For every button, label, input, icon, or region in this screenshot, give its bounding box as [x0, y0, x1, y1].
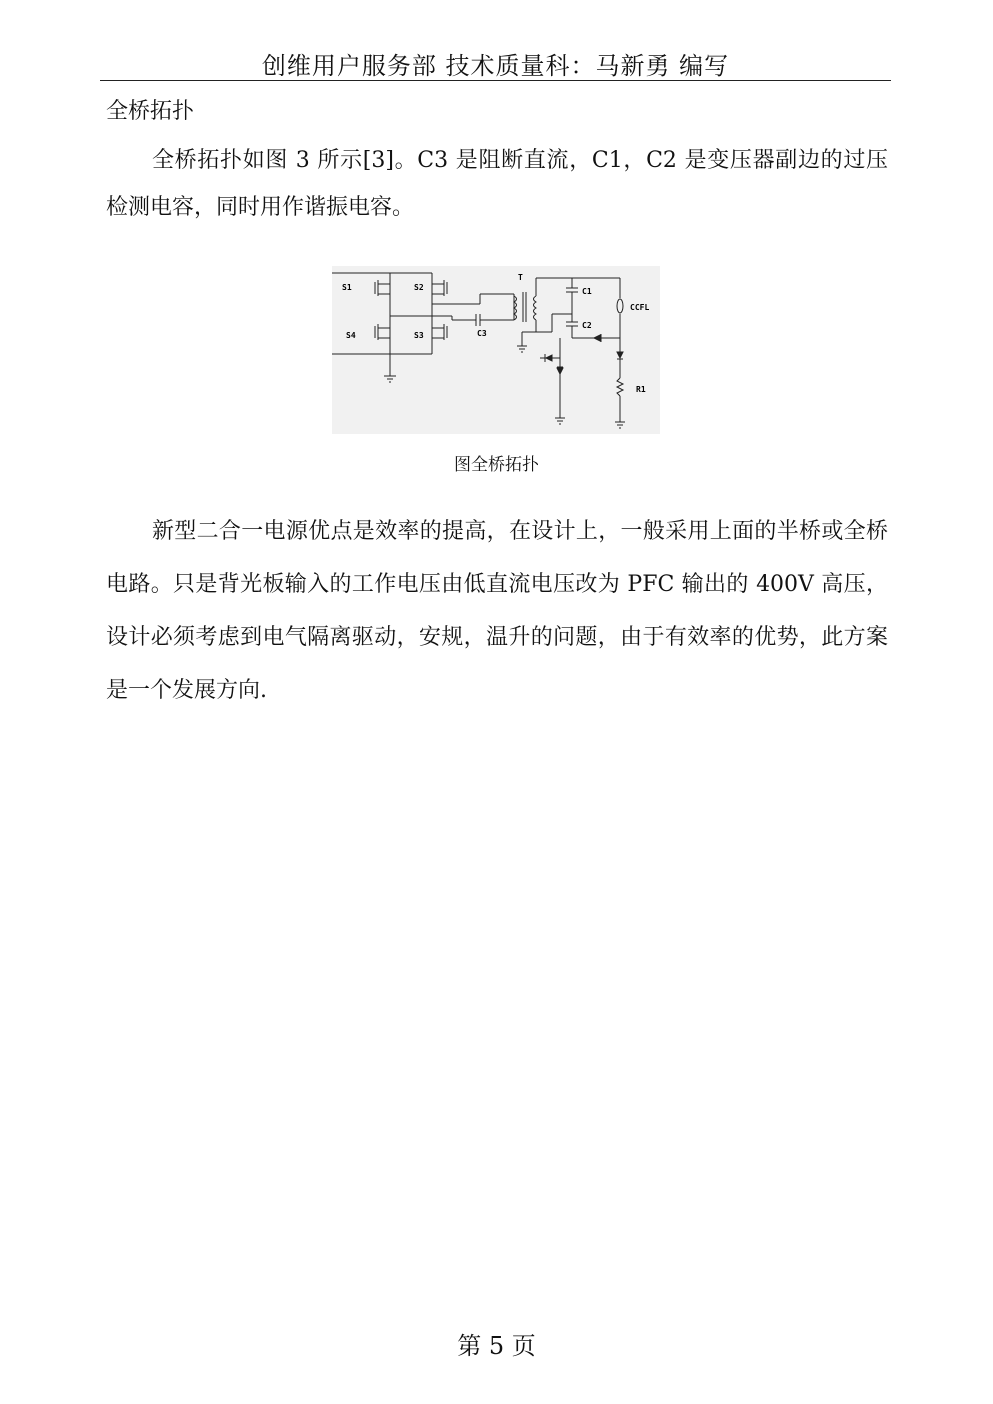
paragraph-intro: 全桥拓扑如图 3 所示[3]。C3 是阻断直流，C1，C2 是变压器副边的过压检测电容，同时用作谐振电容。 — [106, 148, 888, 220]
label-c2: C2 — [582, 321, 592, 330]
label-t: T — [518, 273, 523, 282]
label-ccfl: CCFL — [630, 303, 650, 312]
label-s1: S1 — [342, 283, 352, 292]
label-c1: C1 — [582, 287, 592, 296]
paragraph-body: 新型二合一电源优点是效率的提高，在设计上，一般采用上面的半桥或全桥电路。只是背光板输入的工作电压由低直流电压改为 PFC 输出的 400V 高压，设计必须考虑到电气隔离驱动，安规，温升的问题，由于有效率的优势，此方案是一个发展方向. — [106, 519, 888, 703]
label-c3: C3 — [477, 329, 487, 338]
page-header: 创维用户服务部 技术质量科：马新勇 编写 — [261, 52, 730, 80]
label-s2: S2 — [414, 283, 424, 292]
circuit-svg — [332, 266, 660, 434]
figure-caption: 图全桥拓扑 — [454, 455, 539, 475]
label-s4: S4 — [346, 331, 356, 340]
label-r1: R1 — [636, 385, 646, 394]
header-rule — [100, 80, 891, 81]
full-bridge-circuit-diagram — [332, 266, 660, 434]
label-s3: S3 — [414, 331, 424, 340]
section-title: 全桥拓扑 — [106, 99, 195, 124]
page-number: 第 5 页 — [457, 1332, 536, 1360]
